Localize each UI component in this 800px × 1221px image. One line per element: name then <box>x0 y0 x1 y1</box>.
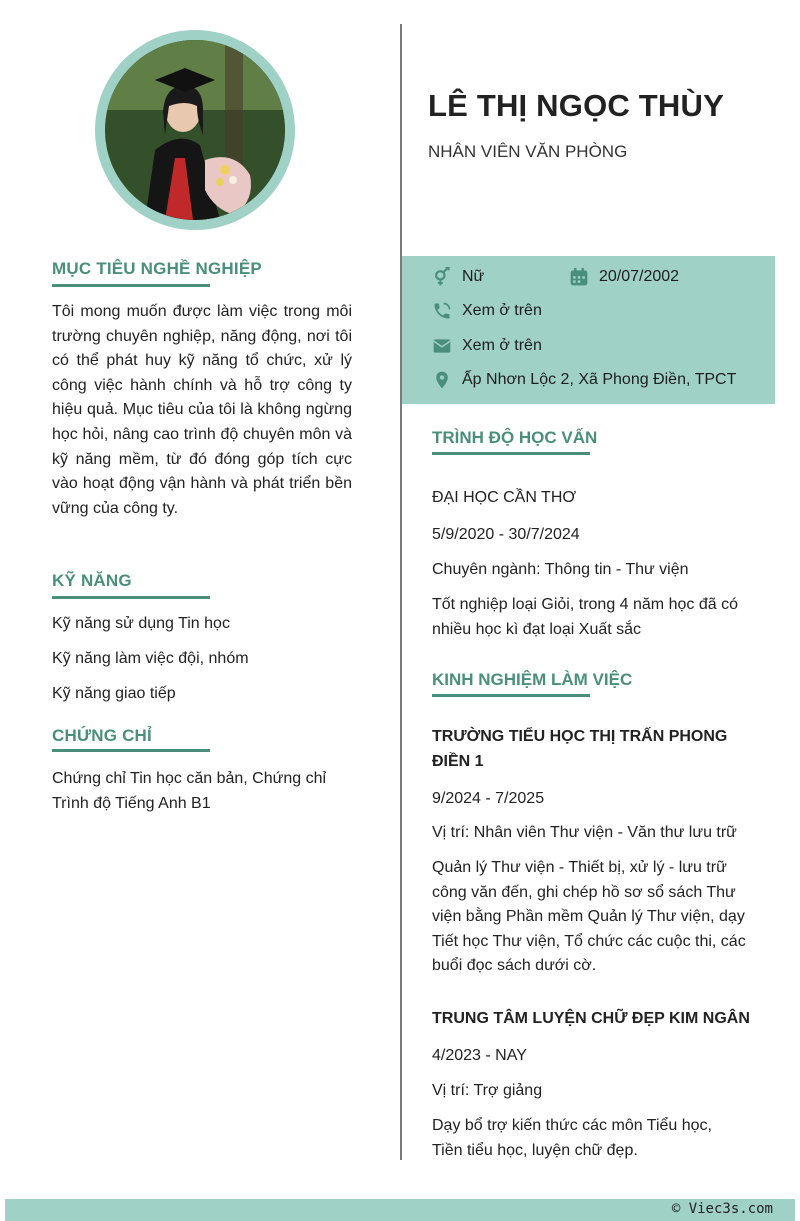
certificates-underline <box>52 749 210 752</box>
envelope-icon <box>432 336 452 356</box>
email-row <box>432 336 542 356</box>
gender-icon <box>432 267 452 287</box>
avatar-frame <box>95 30 295 230</box>
education-note: Tốt nghiệp loại Giỏi, trong 4 năm học đã có nhiều học kì đạt loại Xuất sắc <box>432 596 738 638</box>
skill-item: Kỹ năng làm việc đội, nhóm <box>52 650 249 667</box>
job-position: Vị trí: Nhân viên Thư viện - Văn thư lưu trữ <box>432 824 737 841</box>
job-company: TRUNG TÂM LUYỆN CHỮ ĐẸP KIM NGÂN <box>432 1010 750 1027</box>
job-position: Vị trí: Trợ giảng <box>432 1082 543 1099</box>
candidate-name: LÊ THỊ NGỌC THÙY <box>428 88 724 123</box>
education-major: Chuyên ngành: Thông tin - Thư viện <box>432 561 689 578</box>
education-title: TRÌNH ĐỘ HỌC VẤN <box>432 428 598 447</box>
certificates-title: CHỨNG CHỈ <box>52 726 152 745</box>
job-period: 4/2023 - NAY <box>432 1047 527 1064</box>
experience-underline <box>432 694 590 697</box>
objective-underline <box>52 284 210 287</box>
phone-value: Xem ở trên <box>462 302 542 319</box>
address-value: Ấp Nhơn Lộc 2, Xã Phong Điền, TPCT <box>462 371 737 388</box>
phone-row <box>432 301 542 321</box>
email-value: Xem ở trên <box>462 337 542 354</box>
certificates-text: Chứng chỉ Tin học căn bản, Chứng chỉ Trình độ Tiếng Anh B1 <box>52 770 327 812</box>
skill-item: Kỹ năng giao tiếp <box>52 685 176 702</box>
gender-value: Nữ <box>462 268 485 285</box>
birthday-value: 20/07/2002 <box>599 268 680 285</box>
job-description: Dạy bổ trợ kiến thức các môn Tiểu học, Tiền tiểu học, luyện chữ đẹp. <box>432 1117 712 1159</box>
skill-item: Kỹ năng sử dụng Tin học <box>52 615 230 632</box>
portrait-image <box>105 40 285 220</box>
objective-text: Tôi mong muốn được làm việc trong môi trường chuyên nghiệp, năng động, nơi tôi có thể phát huy kỹ năng tổ chức, xử lý công việc hành chính và hỗ trợ công ty hiệu quả. Mục tiêu của tôi là không ngừng học hỏi, nâng cao trình độ chuyên môn và kỹ năng mềm, từ đó đóng góp tích cực vào hoạt động vận hành và phát triển bền vững của công ty. <box>52 303 352 517</box>
gender-row <box>432 267 484 287</box>
experience-title: KINH NGHIỆM LÀM VIỆC <box>432 670 633 689</box>
education-period: 5/9/2020 - 30/7/2024 <box>432 526 580 543</box>
objective-title: MỤC TIÊU NGHỀ NGHIỆP <box>52 259 262 278</box>
job-period: 9/2024 - 7/2025 <box>432 790 545 807</box>
education-school: ĐẠI HỌC CẦN THƠ <box>432 489 577 506</box>
skills-underline <box>52 596 210 599</box>
skills-title: KỸ NĂNG <box>52 571 132 590</box>
education-underline <box>432 452 590 455</box>
footer-bar <box>5 1199 795 1221</box>
calendar-icon <box>569 267 589 287</box>
footer-credit: © Viec3s.com <box>671 1201 773 1217</box>
phone-icon <box>432 301 452 321</box>
job-description: Quản lý Thư viện - Thiết bị, xử lý - lưu trữ công văn đến, ghi chép hồ sơ sổ sách Thư viện bằng Phần mềm Quản lý Thư viện, dạy Tiết học Thư viện, Tổ chức các cuộc thi, các buổi đọc sách dưới cờ. <box>432 859 746 975</box>
job-title: NHÂN VIÊN VĂN PHÒNG <box>428 142 628 161</box>
job-company: TRƯỜNG TIỂU HỌC THỊ TRẤN PHONG ĐIỀN 1 <box>432 728 728 770</box>
address-row <box>432 370 736 390</box>
map-pin-icon <box>432 370 452 390</box>
column-divider <box>400 24 402 1160</box>
birthday-row <box>569 267 679 287</box>
avatar-photo <box>105 40 285 220</box>
